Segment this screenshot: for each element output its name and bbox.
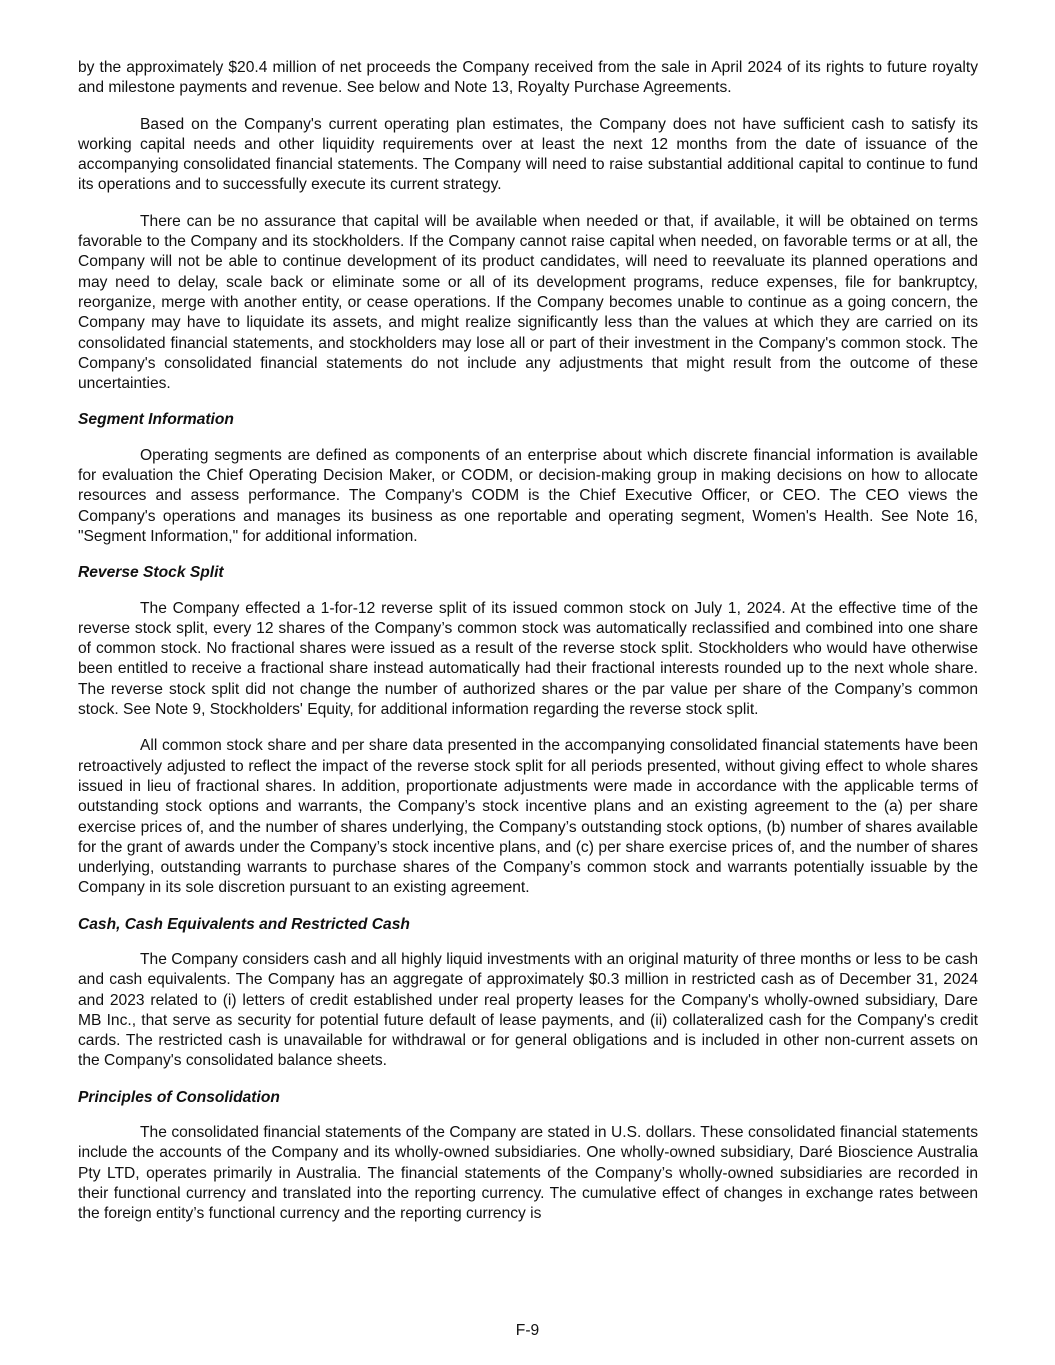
- heading-reverse-stock-split: Reverse Stock Split: [78, 564, 224, 582]
- paragraph-net-proceeds: by the approximately $20.4 million of net proceeds the Company received from the sale in April 2024 of its rights to future royalty and milestone payments and revenue. See below and Note 13, Royalty Purchase Agreements.: [78, 59, 978, 97]
- paragraph-reverse-split-adjustments: All common stock share and per share data presented in the accompanying consolidated financial statements have been retroactively adjusted to reflect the impact of the reverse stock split for all periods presented, without giving effect to whole shares issued in lieu of fractional shares. In addition, proportionate adjustments were made in accordance with the applicable terms of outstanding stock options and warrants, the Company’s stock incentive plans and an existing agreement to the (a) per share exercise prices of, and the number of shares underlying, the Company’s outstanding stock options, (b) number of shares available for the grant of awards under the Company’s stock incentive plans, and (c) per share exercise prices of, and the number of shares underlying, outstanding warrants to purchase shares of the Company’s common stock and warrants potentially issuable by the Company in its sole discretion pursuant to an existing agreement.: [78, 737, 978, 897]
- paragraph-operating-plan: Based on the Company's current operating plan estimates, the Company does not have sufficient cash to satisfy its working capital needs and other liquidity requirements over at least the next 12 months from the date of issuance of the accompanying consolidated financial statements. The Company will need to raise substantial additional capital to continue to fund its operations and to successfully execute its current strategy.: [78, 115, 978, 194]
- heading-principles-of-consolidation: Principles of Consolidation: [78, 1088, 280, 1106]
- document-body: [78, 58, 978, 1241]
- page-number: F-9: [515, 1322, 540, 1339]
- paragraph-reverse-split-details: The Company effected a 1-for-12 reverse split of its issued common stock on July 1, 2024. At the effective time of the reverse stock split, every 12 shares of the Company’s common stock was automatically reclassified and combined into one share of common stock. No fractional shares were issued as a result of the reverse stock split. Stockholders who would have otherwise been entitled to receive a fractional share instead automatically had their fractional interests rounded up to the next whole share. The reverse stock split did not change the number of authorized shares or the par value per share of the Company’s common stock. See Note 9, Stockholders' Equity, for additional information regarding the reverse stock split.: [78, 599, 978, 719]
- paragraph-principles-of-consolidation: The consolidated financial statements of the Company are stated in U.S. dollars. These consolidated financial statements include the accounts of the Company and its wholly-owned subsidiaries. One wholly-owned subsidiary, Daré Bioscience Australia Pty LTD, operates primarily in Australia. The financial statements of the Company’s wholly-owned subsidiaries are recorded in their functional currency and translated into the reporting currency. The cumulative effect of changes in exchange rates between the foreign entity’s functional currency and the reporting currency is: [78, 1124, 978, 1223]
- paragraph-segment-information: Operating segments are defined as components of an enterprise about which discrete financial information is available for evaluation the Chief Operating Decision Maker, or CODM, or decision-making group in making decisions on how to allocate resources and assess performance. The Company's CODM is the Chief Executive Officer, or CEO. The CEO views the Company's operations and manages its business as one reportable and operating segment, Women's Health. See Note 16, "Segment Information," for additional information.: [78, 446, 978, 545]
- heading-cash-equivalents: Cash, Cash Equivalents and Restricted Cash: [78, 915, 410, 933]
- heading-segment-information: Segment Information: [78, 411, 234, 429]
- paragraph-capital-assurance: There can be no assurance that capital will be available when needed or that, if available, it will be obtained on terms favorable to the Company and its stockholders. If the Company cannot raise capital when needed, on favorable terms or at all, the Company will not be able to continue development of its product candidates, will need to reevaluate its planned operations and may need to delay, scale back or eliminate some or all of its development programs, reduce expenses, file for bankruptcy, reorganize, merge with another entity, or cease operations. If the Company becomes unable to continue as a going concern, the Company may have to liquidate its assets, and might realize significantly less than the values at which they are carried on its consolidated financial statements, and stockholders may lose all or part of their investment in the Company's common stock. The Company's consolidated financial statements do not include any adjustments that might result from the outcome of these uncertainties.: [78, 212, 978, 393]
- paragraph-cash-equivalents: The Company considers cash and all highly liquid investments with an original maturity of three months or less to be cash and cash equivalents. The Company has an aggregate of approximately $0.3 million in restricted cash as of December 31, 2024 and 2023 related to (i) letters of credit established under real property leases for the Company's wholly-owned subsidiary, Dare MB Inc., that serve as security for potential future default of lease payments, and (ii) collateralized cash for the Company's credit cards. The restricted cash is unavailable for withdrawal or for general obligations and is included in other non-current assets on the Company's consolidated balance sheets.: [78, 950, 978, 1070]
